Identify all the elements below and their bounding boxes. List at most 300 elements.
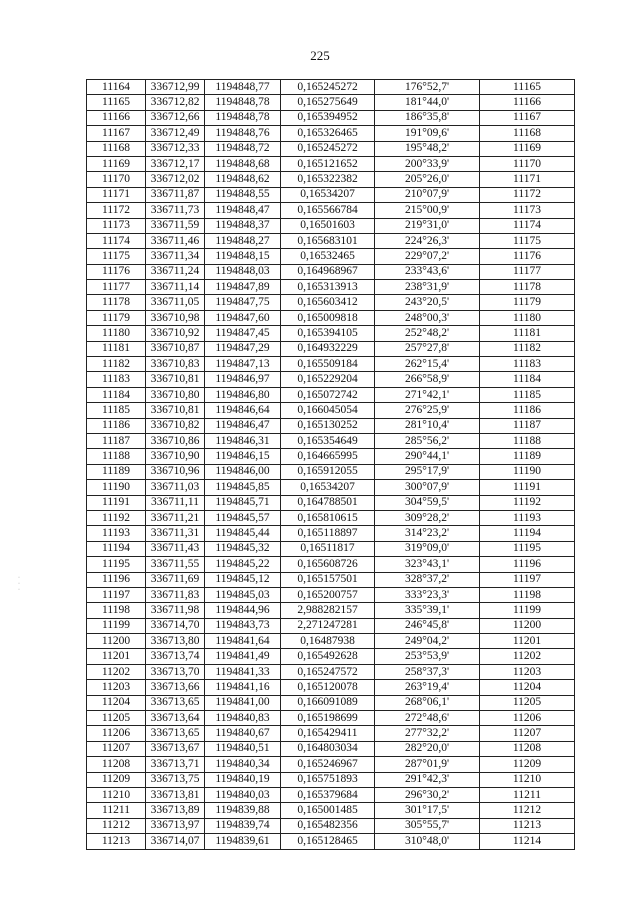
direction-angle-cell: 215°00,9' [375,203,480,218]
length-cell: 0,165229204 [281,372,375,387]
length-cell: 0,166045054 [281,403,375,418]
direction-angle-cell: 333°23,3' [375,587,480,602]
length-cell: 0,16487938 [281,634,375,649]
point-from-cell: 11164 [87,80,146,95]
table-row [87,711,575,726]
table-row [87,341,575,356]
table-row [87,403,575,418]
table-row [87,510,575,525]
point-to-cell: 11199 [480,603,575,618]
point-to-cell: 11208 [480,741,575,756]
direction-angle-cell: 295°17,9' [375,464,480,479]
x-coordinate-cell: 336712,82 [146,95,205,110]
table-row [87,172,575,187]
y-coordinate-cell: 1194845,32 [205,541,281,556]
x-coordinate-cell: 336712,33 [146,141,205,156]
point-from-cell: 11208 [87,757,146,772]
x-coordinate-cell: 336711,83 [146,587,205,602]
point-from-cell: 11167 [87,126,146,141]
point-to-cell: 11180 [480,310,575,325]
length-cell: 0,165246967 [281,757,375,772]
x-coordinate-cell: 336711,46 [146,233,205,248]
point-from-cell: 11185 [87,403,146,418]
point-from-cell: 11191 [87,495,146,510]
x-coordinate-cell: 336711,31 [146,526,205,541]
direction-angle-cell: 272°48,6' [375,711,480,726]
direction-angle-cell: 229°07,2' [375,249,480,264]
length-cell: 2,271247281 [281,618,375,633]
x-coordinate-cell: 336710,87 [146,341,205,356]
point-to-cell: 11202 [480,649,575,664]
y-coordinate-cell: 1194841,64 [205,634,281,649]
coordinates-table [86,79,575,850]
point-to-cell: 11212 [480,803,575,818]
point-from-cell: 11187 [87,433,146,448]
length-cell: 0,165492628 [281,649,375,664]
point-to-cell: 11184 [480,372,575,387]
direction-angle-cell: 181°44,0' [375,95,480,110]
point-from-cell: 11179 [87,310,146,325]
x-coordinate-cell: 336710,81 [146,403,205,418]
x-coordinate-cell: 336713,64 [146,711,205,726]
x-coordinate-cell: 336710,98 [146,310,205,325]
point-to-cell: 11210 [480,772,575,787]
direction-angle-cell: 287°01,9' [375,757,480,772]
point-from-cell: 11212 [87,818,146,833]
point-to-cell: 11204 [480,680,575,695]
table-row [87,203,575,218]
x-coordinate-cell: 336714,07 [146,834,205,849]
direction-angle-cell: 323°43,1' [375,557,480,572]
length-cell: 0,16534207 [281,187,375,202]
point-from-cell: 11188 [87,449,146,464]
point-to-cell: 11203 [480,664,575,679]
table-row [87,618,575,633]
direction-angle-cell: 238°31,9' [375,280,480,295]
length-cell: 0,166091089 [281,695,375,710]
x-coordinate-cell: 336711,69 [146,572,205,587]
length-cell: 0,165245272 [281,141,375,156]
x-coordinate-cell: 336711,73 [146,203,205,218]
point-from-cell: 11195 [87,557,146,572]
y-coordinate-cell: 1194847,29 [205,341,281,356]
table-row [87,295,575,310]
point-to-cell: 11192 [480,495,575,510]
length-cell: 0,164803034 [281,741,375,756]
length-cell: 0,165198699 [281,711,375,726]
point-to-cell: 11165 [480,80,575,95]
point-from-cell: 11193 [87,526,146,541]
x-coordinate-cell: 336713,67 [146,741,205,756]
length-cell: 0,164932229 [281,341,375,356]
y-coordinate-cell: 1194845,71 [205,495,281,510]
length-cell: 0,165322382 [281,172,375,187]
point-to-cell: 11169 [480,141,575,156]
direction-angle-cell: 219°31,0' [375,218,480,233]
point-from-cell: 11200 [87,634,146,649]
y-coordinate-cell: 1194845,85 [205,480,281,495]
point-to-cell: 11175 [480,233,575,248]
y-coordinate-cell: 1194848,37 [205,218,281,233]
point-to-cell: 11213 [480,818,575,833]
direction-angle-cell: 258°37,3' [375,664,480,679]
direction-angle-cell: 248°00,3' [375,310,480,325]
point-to-cell: 11187 [480,418,575,433]
point-to-cell: 11166 [480,95,575,110]
table-row [87,649,575,664]
y-coordinate-cell: 1194848,78 [205,95,281,110]
direction-angle-cell: 186°35,8' [375,110,480,125]
x-coordinate-cell: 336710,90 [146,449,205,464]
point-from-cell: 11186 [87,418,146,433]
table-row [87,834,575,849]
point-to-cell: 11176 [480,249,575,264]
point-from-cell: 11181 [87,341,146,356]
direction-angle-cell: 191°09,6' [375,126,480,141]
length-cell: 0,165245272 [281,80,375,95]
y-coordinate-cell: 1194846,47 [205,418,281,433]
x-coordinate-cell: 336711,34 [146,249,205,264]
x-coordinate-cell: 336711,21 [146,510,205,525]
y-coordinate-cell: 1194848,72 [205,141,281,156]
length-cell: 0,164968967 [281,264,375,279]
point-from-cell: 11177 [87,280,146,295]
point-from-cell: 11211 [87,803,146,818]
length-cell: 0,165200757 [281,587,375,602]
point-from-cell: 11190 [87,480,146,495]
length-cell: 0,164788501 [281,495,375,510]
x-coordinate-cell: 336712,66 [146,110,205,125]
direction-angle-cell: 300°07,9' [375,480,480,495]
x-coordinate-cell: 336710,82 [146,418,205,433]
table-row [87,357,575,372]
point-from-cell: 11213 [87,834,146,849]
table-row [87,187,575,202]
table-row [87,141,575,156]
y-coordinate-cell: 1194847,13 [205,357,281,372]
x-coordinate-cell: 336711,05 [146,295,205,310]
table-row [87,326,575,341]
x-coordinate-cell: 336711,03 [146,480,205,495]
length-cell: 0,165313913 [281,280,375,295]
table-row [87,433,575,448]
direction-angle-cell: 277°32,2' [375,726,480,741]
x-coordinate-cell: 336713,65 [146,726,205,741]
point-to-cell: 11174 [480,218,575,233]
x-coordinate-cell: 336714,70 [146,618,205,633]
length-cell: 0,165121652 [281,156,375,171]
length-cell: 0,165130252 [281,418,375,433]
table-row [87,787,575,802]
point-to-cell: 11179 [480,295,575,310]
table-row [87,757,575,772]
point-from-cell: 11184 [87,387,146,402]
y-coordinate-cell: 1194841,00 [205,695,281,710]
point-from-cell: 11194 [87,541,146,556]
y-coordinate-cell: 1194848,78 [205,110,281,125]
x-coordinate-cell: 336710,96 [146,464,205,479]
table-row [87,418,575,433]
length-cell: 0,16534207 [281,480,375,495]
table-row [87,310,575,325]
table-row [87,126,575,141]
point-from-cell: 11182 [87,357,146,372]
coordinates-table-body [87,80,575,850]
y-coordinate-cell: 1194846,31 [205,433,281,448]
y-coordinate-cell: 1194840,67 [205,726,281,741]
point-from-cell: 11197 [87,587,146,602]
length-cell: 0,165509184 [281,357,375,372]
length-cell: 0,165118897 [281,526,375,541]
point-from-cell: 11180 [87,326,146,341]
direction-angle-cell: 319°09,0' [375,541,480,556]
y-coordinate-cell: 1194846,15 [205,449,281,464]
x-coordinate-cell: 336713,97 [146,818,205,833]
y-coordinate-cell: 1194846,64 [205,403,281,418]
direction-angle-cell: 291°42,3' [375,772,480,787]
point-from-cell: 11172 [87,203,146,218]
point-to-cell: 11197 [480,572,575,587]
point-from-cell: 11176 [87,264,146,279]
point-to-cell: 11200 [480,618,575,633]
margin-scan-mark: · · · [18,575,20,593]
length-cell: 2,988282157 [281,603,375,618]
x-coordinate-cell: 336710,92 [146,326,205,341]
table-row [87,803,575,818]
direction-angle-cell: 305°55,7' [375,818,480,833]
y-coordinate-cell: 1194839,88 [205,803,281,818]
table-row [87,218,575,233]
table-row [87,233,575,248]
length-cell: 0,165247572 [281,664,375,679]
direction-angle-cell: 210°07,9' [375,187,480,202]
table-row [87,526,575,541]
y-coordinate-cell: 1194840,34 [205,757,281,772]
y-coordinate-cell: 1194845,22 [205,557,281,572]
point-to-cell: 11183 [480,357,575,372]
x-coordinate-cell: 336713,81 [146,787,205,802]
point-to-cell: 11209 [480,757,575,772]
length-cell: 0,165683101 [281,233,375,248]
point-from-cell: 11196 [87,572,146,587]
table-row [87,664,575,679]
y-coordinate-cell: 1194847,45 [205,326,281,341]
x-coordinate-cell: 336711,59 [146,218,205,233]
table-row [87,603,575,618]
length-cell: 0,165354649 [281,433,375,448]
x-coordinate-cell: 336711,87 [146,187,205,202]
length-cell: 0,165810615 [281,510,375,525]
y-coordinate-cell: 1194840,51 [205,741,281,756]
y-coordinate-cell: 1194845,57 [205,510,281,525]
y-coordinate-cell: 1194841,33 [205,664,281,679]
x-coordinate-cell: 336711,43 [146,541,205,556]
length-cell: 0,165157501 [281,572,375,587]
y-coordinate-cell: 1194840,83 [205,711,281,726]
point-from-cell: 11205 [87,711,146,726]
point-from-cell: 11175 [87,249,146,264]
y-coordinate-cell: 1194848,62 [205,172,281,187]
y-coordinate-cell: 1194847,89 [205,280,281,295]
table-row [87,80,575,95]
point-from-cell: 11204 [87,695,146,710]
point-from-cell: 11178 [87,295,146,310]
y-coordinate-cell: 1194843,73 [205,618,281,633]
x-coordinate-cell: 336712,99 [146,80,205,95]
table-row [87,541,575,556]
direction-angle-cell: 205°26,0' [375,172,480,187]
point-to-cell: 11173 [480,203,575,218]
x-coordinate-cell: 336712,17 [146,156,205,171]
table-row [87,495,575,510]
direction-angle-cell: 301°17,5' [375,803,480,818]
length-cell: 0,165394105 [281,326,375,341]
point-from-cell: 11209 [87,772,146,787]
x-coordinate-cell: 336711,24 [146,264,205,279]
point-from-cell: 11170 [87,172,146,187]
point-from-cell: 11189 [87,464,146,479]
direction-angle-cell: 176°52,7' [375,80,480,95]
y-coordinate-cell: 1194846,97 [205,372,281,387]
y-coordinate-cell: 1194848,77 [205,80,281,95]
direction-angle-cell: 252°48,2' [375,326,480,341]
x-coordinate-cell: 336711,11 [146,495,205,510]
point-from-cell: 11165 [87,95,146,110]
direction-angle-cell: 262°15,4' [375,357,480,372]
direction-angle-cell: 310°48,0' [375,834,480,849]
x-coordinate-cell: 336713,71 [146,757,205,772]
table-row [87,680,575,695]
x-coordinate-cell: 336713,66 [146,680,205,695]
table-row [87,480,575,495]
y-coordinate-cell: 1194848,03 [205,264,281,279]
direction-angle-cell: 243°20,5' [375,295,480,310]
point-from-cell: 11183 [87,372,146,387]
length-cell: 0,165009818 [281,310,375,325]
x-coordinate-cell: 336710,81 [146,372,205,387]
point-to-cell: 11172 [480,187,575,202]
length-cell: 0,165751893 [281,772,375,787]
y-coordinate-cell: 1194847,75 [205,295,281,310]
length-cell: 0,165566784 [281,203,375,218]
table-row [87,110,575,125]
y-coordinate-cell: 1194845,12 [205,572,281,587]
length-cell: 0,165608726 [281,557,375,572]
x-coordinate-cell: 336710,83 [146,357,205,372]
point-to-cell: 11186 [480,403,575,418]
direction-angle-cell: 314°23,2' [375,526,480,541]
y-coordinate-cell: 1194848,55 [205,187,281,202]
table-row [87,249,575,264]
direction-angle-cell: 296°30,2' [375,787,480,802]
point-to-cell: 11182 [480,341,575,356]
x-coordinate-cell: 336713,80 [146,634,205,649]
y-coordinate-cell: 1194840,03 [205,787,281,802]
point-to-cell: 11211 [480,787,575,802]
point-to-cell: 11177 [480,264,575,279]
x-coordinate-cell: 336713,65 [146,695,205,710]
direction-angle-cell: 253°53,9' [375,649,480,664]
point-to-cell: 11193 [480,510,575,525]
direction-angle-cell: 224°26,3' [375,233,480,248]
point-from-cell: 11201 [87,649,146,664]
x-coordinate-cell: 336711,14 [146,280,205,295]
direction-angle-cell: 276°25,9' [375,403,480,418]
x-coordinate-cell: 336713,75 [146,772,205,787]
table-row [87,572,575,587]
point-to-cell: 11201 [480,634,575,649]
x-coordinate-cell: 336712,49 [146,126,205,141]
point-to-cell: 11181 [480,326,575,341]
x-coordinate-cell: 336713,74 [146,649,205,664]
point-to-cell: 11190 [480,464,575,479]
y-coordinate-cell: 1194848,68 [205,156,281,171]
point-to-cell: 11196 [480,557,575,572]
y-coordinate-cell: 1194845,03 [205,587,281,602]
x-coordinate-cell: 336713,89 [146,803,205,818]
table-row [87,280,575,295]
table-row [87,95,575,110]
x-coordinate-cell: 336710,80 [146,387,205,402]
length-cell: 0,165379684 [281,787,375,802]
point-to-cell: 11188 [480,433,575,448]
point-from-cell: 11171 [87,187,146,202]
y-coordinate-cell: 1194839,61 [205,834,281,849]
y-coordinate-cell: 1194848,15 [205,249,281,264]
point-from-cell: 11199 [87,618,146,633]
direction-angle-cell: 249°04,2' [375,634,480,649]
y-coordinate-cell: 1194844,96 [205,603,281,618]
x-coordinate-cell: 336712,02 [146,172,205,187]
direction-angle-cell: 271°42,1' [375,387,480,402]
direction-angle-cell: 285°56,2' [375,433,480,448]
point-to-cell: 11198 [480,587,575,602]
point-from-cell: 11206 [87,726,146,741]
direction-angle-cell: 282°20,0' [375,741,480,756]
point-to-cell: 11171 [480,172,575,187]
y-coordinate-cell: 1194845,44 [205,526,281,541]
point-to-cell: 11214 [480,834,575,849]
point-to-cell: 11167 [480,110,575,125]
length-cell: 0,165326465 [281,126,375,141]
table-row [87,772,575,787]
direction-angle-cell: 290°44,1' [375,449,480,464]
direction-angle-cell: 233°43,6' [375,264,480,279]
length-cell: 0,165275649 [281,95,375,110]
point-from-cell: 11192 [87,510,146,525]
point-to-cell: 11207 [480,726,575,741]
table-row [87,587,575,602]
x-coordinate-cell: 336713,70 [146,664,205,679]
page-number: 225 [310,48,330,63]
y-coordinate-cell: 1194847,60 [205,310,281,325]
x-coordinate-cell: 336711,98 [146,603,205,618]
y-coordinate-cell: 1194848,27 [205,233,281,248]
point-from-cell: 11207 [87,741,146,756]
table-row [87,387,575,402]
point-to-cell: 11205 [480,695,575,710]
point-to-cell: 11195 [480,541,575,556]
point-to-cell: 11206 [480,711,575,726]
length-cell: 0,165001485 [281,803,375,818]
direction-angle-cell: 266°58,9' [375,372,480,387]
table-row [87,557,575,572]
direction-angle-cell: 268°06,1' [375,695,480,710]
table-row [87,156,575,171]
direction-angle-cell: 304°59,5' [375,495,480,510]
length-cell: 0,165128465 [281,834,375,849]
direction-angle-cell: 281°10,4' [375,418,480,433]
